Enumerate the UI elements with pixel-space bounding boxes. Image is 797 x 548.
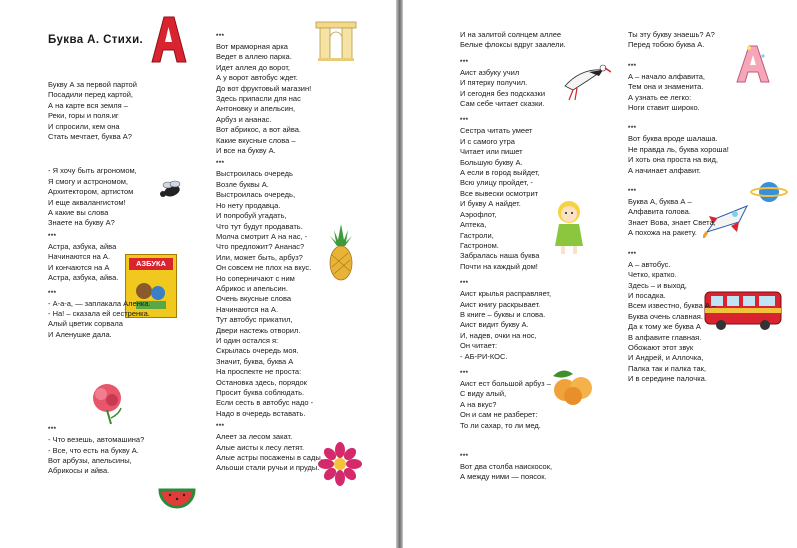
poem-line: Какие вкусные слова – bbox=[216, 135, 296, 145]
red-letter-a-icon bbox=[148, 14, 188, 64]
poem-line: Ты эту букву знаешь? А? bbox=[628, 30, 715, 39]
poem-line: Выстроилась очередь bbox=[216, 169, 293, 179]
poem-line: Аист ест большой арбуз – bbox=[460, 378, 551, 388]
poem-stanza bbox=[628, 134, 729, 176]
stanza-separator: *** bbox=[216, 34, 225, 40]
poem-stanza bbox=[48, 242, 151, 284]
poem-line: Перед тобою буква А. bbox=[628, 40, 705, 50]
poem-stanza bbox=[48, 299, 151, 341]
poem-line: Вот мраморная арка bbox=[216, 42, 288, 51]
poem-line: И Аленушке дала. bbox=[48, 329, 112, 339]
poem-line: Букву А за первой партой bbox=[48, 80, 137, 89]
poem-line: Ноги ставит широко. bbox=[628, 103, 700, 113]
poem-line: Что тут будут продавать. bbox=[216, 221, 303, 231]
poem-line: Аист азбуку учил bbox=[460, 67, 520, 77]
poem-line: И пятерку получил. bbox=[460, 78, 528, 88]
poem-line: В книге – буквы и слова. bbox=[460, 309, 546, 319]
poem-line: Я смогу и астрономом, bbox=[48, 176, 128, 186]
poem-line: Абрикосы и айва. bbox=[48, 466, 110, 476]
poem-line: И один остался я: bbox=[216, 335, 279, 345]
poem-line: Вот арбузы, апельсины, bbox=[48, 455, 132, 465]
poem-line: В алфавите главная. bbox=[628, 332, 702, 342]
stanza-separator: *** bbox=[628, 126, 637, 133]
poem-line: Абрикос и апельсин. bbox=[216, 283, 288, 293]
poem-line: Арбуз и ананас. bbox=[216, 114, 272, 124]
poem-line: - Все, что есть на букву А. bbox=[48, 445, 139, 455]
poem-line: Алеет за лесом закат. bbox=[216, 432, 293, 442]
poem-stanza bbox=[460, 462, 566, 483]
poem-line: Белые флоксы вдруг заалели. bbox=[460, 40, 566, 50]
poem-line: А на вкус? bbox=[460, 399, 497, 409]
poem-stanza bbox=[460, 126, 566, 272]
poem-line: Скрылась очередь моя. bbox=[216, 346, 299, 356]
poem-line: Архитектором, артистом bbox=[48, 187, 134, 197]
poem-line: Антоновку и апельсин, bbox=[216, 104, 296, 114]
stanza-separator: *** bbox=[460, 118, 469, 125]
poem-line: Он и сам не разберет: bbox=[460, 410, 538, 420]
poem-line: Знает Вова, знает Света, bbox=[628, 217, 716, 227]
right-column-2 bbox=[628, 30, 729, 389]
poem-stanza bbox=[628, 260, 729, 385]
book-spine bbox=[396, 0, 403, 548]
poem-line: Альоши стали ручьи и пруды. bbox=[216, 463, 320, 473]
poem-stanza bbox=[216, 42, 323, 156]
stork-icon bbox=[559, 62, 611, 102]
poem-line: Большую букву А. bbox=[460, 157, 523, 167]
poem-line: Аптека, bbox=[460, 220, 487, 230]
poem-line: Двери настежь отворил. bbox=[216, 325, 301, 335]
stanza-separator: *** bbox=[460, 454, 469, 460]
poem-line: И посадка. bbox=[628, 290, 666, 300]
poem-line: - Что везешь, автомашина? bbox=[48, 435, 145, 445]
poem-stanza bbox=[216, 169, 323, 419]
poem-line: Всю улицу пройдет, - bbox=[460, 178, 533, 188]
right-column-1 bbox=[460, 30, 566, 487]
left-column-1 bbox=[48, 80, 151, 481]
poem-line: Алые астры посажены в сады, bbox=[216, 453, 323, 463]
poem-line: Но соперничают с ним bbox=[216, 273, 295, 283]
poem-line: А у ворот автобус ждет. bbox=[216, 73, 298, 83]
poem-line: И на залитой солнцем аллее bbox=[460, 30, 562, 39]
left-page bbox=[0, 0, 396, 548]
poem-line: До вот фруктовый магазин! bbox=[216, 83, 312, 93]
poem-line: Идет аллея до ворот, bbox=[216, 62, 291, 72]
poem-line: И Андрей, и Аллочка, bbox=[628, 353, 704, 363]
poem-line: Не правда ль, буква хороша! bbox=[628, 144, 729, 154]
poem-line: Алый цветик сорвала bbox=[48, 319, 123, 329]
poem-stanza bbox=[48, 80, 151, 142]
poem-line: А на карте вся земля – bbox=[48, 100, 128, 110]
poem-line: А между ними — поясок. bbox=[460, 472, 547, 482]
poem-line: Вот абрикос, а вот айва. bbox=[216, 125, 302, 135]
poem-line: И спросили, кем она bbox=[48, 121, 120, 131]
stanza-separator: *** bbox=[460, 281, 469, 288]
poem-line: Выстроилась очередь, bbox=[216, 190, 296, 200]
book-title: АЗБУКА bbox=[129, 258, 173, 270]
poem-line: Алфавита голова. bbox=[628, 207, 691, 217]
poem-line: И все на букву А. bbox=[216, 146, 276, 156]
poem-line: Возле буквы А. bbox=[216, 179, 269, 189]
poem-line: А если в город выйдет, bbox=[460, 168, 540, 178]
poem-line: - Я хочу быть агрономом, bbox=[48, 166, 137, 176]
poem-line: Молча смотрит А на нас, - bbox=[216, 231, 308, 241]
poem-line: Остановка здесь, порядок bbox=[216, 377, 307, 387]
pineapple-icon bbox=[326, 222, 356, 282]
poem-stanza bbox=[460, 379, 566, 431]
page-title: Буква А. Стихи. bbox=[48, 34, 144, 46]
poem-stanza bbox=[628, 72, 729, 114]
poem-line: И букву А найдет. bbox=[460, 199, 521, 209]
poem-line: Все вывески осмотрит bbox=[460, 188, 539, 198]
poem-line: - На! – сказала ей сестренка. bbox=[48, 308, 150, 318]
poem-line: Аэрофлот, bbox=[460, 209, 497, 219]
stanza-separator: *** bbox=[460, 370, 469, 377]
poem-stanza bbox=[628, 30, 729, 51]
poem-stanza bbox=[48, 435, 151, 477]
poem-line: Гастроном. bbox=[460, 240, 499, 250]
poem-line: А – начало алфавита, bbox=[628, 71, 705, 81]
poem-stanza bbox=[628, 197, 729, 239]
poem-line: Реки, горы и поля.иг bbox=[48, 111, 119, 121]
poem-line: Аист видит букву А. bbox=[460, 320, 529, 330]
poem-line: Читает или пишет bbox=[460, 147, 523, 157]
poem-line: - АБ-РИ-КОС. bbox=[460, 351, 508, 361]
poem-line: А узнать ее легко: bbox=[628, 92, 692, 102]
poem-line: Знаете на букву А? bbox=[48, 218, 115, 228]
poem-line: Начинаются на А. bbox=[48, 252, 111, 262]
dahlia-flower-icon bbox=[318, 442, 362, 490]
poem-line: Значит, буква, буква А bbox=[216, 356, 294, 366]
stanza-separator: *** bbox=[460, 59, 469, 66]
stanza-separator: *** bbox=[216, 161, 225, 168]
poem-line: А похожа на ракету. bbox=[628, 228, 697, 238]
poem-line: И еще аквалангистом! bbox=[48, 197, 126, 207]
poem-line: Вот два столба наискосок, bbox=[460, 462, 553, 471]
poem-line: А – автобус. bbox=[628, 259, 671, 269]
poem-line: Аист крылья расправляет, bbox=[460, 289, 552, 299]
poem-stanza bbox=[460, 68, 566, 110]
poem-line: Почти на каждый дом! bbox=[460, 261, 538, 271]
poem-line: И с самого утра bbox=[460, 136, 515, 146]
poem-line: С виду алый, bbox=[460, 389, 507, 399]
poem-stanza bbox=[216, 432, 323, 474]
stanza-separator: *** bbox=[628, 251, 637, 258]
poem-line: То ли сахар, то ли мед. bbox=[460, 420, 541, 430]
poem-line: И, надев, очки на нос, bbox=[460, 330, 537, 340]
poem-stanza bbox=[460, 289, 566, 362]
poem-line: Палка так и палка так, bbox=[628, 363, 706, 373]
poem-line: И сегодня без подсказки bbox=[460, 88, 546, 98]
poem-line: И попробуй угадать, bbox=[216, 211, 287, 221]
poem-line: Тут автобус прикатил, bbox=[216, 315, 293, 325]
poem-line: Гастроли, bbox=[460, 230, 494, 240]
poem-line: Ведет в аллею парка. bbox=[216, 52, 292, 62]
pink-letter-a-icon bbox=[735, 44, 771, 84]
poem-line: Четко, кратко. bbox=[628, 270, 677, 280]
poem-line: Но нету продавца. bbox=[216, 200, 281, 210]
watermelon-icon bbox=[158, 482, 196, 512]
poem-line: Аист книгу раскрывает. bbox=[460, 299, 541, 309]
poem-line: Если сесть в автобус надо - bbox=[216, 398, 314, 408]
poem-line: И кончаются на А bbox=[48, 262, 110, 272]
poem-stanza bbox=[460, 30, 566, 51]
poem-line: Что предложит? Ананас? bbox=[216, 242, 305, 252]
poem-line: И в середине палочка. bbox=[628, 374, 707, 384]
poem-line: Или, может быть, арбуз? bbox=[216, 252, 303, 262]
poem-line: Астра, азбука, айва. bbox=[48, 273, 119, 283]
bee-icon bbox=[158, 180, 184, 200]
poem-line: Просит буква соблюдать. bbox=[216, 388, 305, 397]
stanza-separator: *** bbox=[216, 424, 225, 431]
poem-line: И хоть она проста на вид, bbox=[628, 155, 718, 165]
poem-line: Буква очень славная. bbox=[628, 311, 703, 321]
poem-line: - А-а-а, — заплакала Аленка. bbox=[48, 298, 151, 308]
poem-line: А начинает алфавит. bbox=[628, 165, 701, 175]
stanza-separator: *** bbox=[48, 427, 57, 434]
poem-line: Астра, азбука, айва bbox=[48, 241, 117, 251]
stanza-separator: *** bbox=[48, 290, 57, 297]
poem-line: А какие вы слова bbox=[48, 208, 109, 218]
poem-line: Вот буква вроде шалаша. bbox=[628, 134, 718, 144]
poem-line: Надо в очередь вставать. bbox=[216, 408, 306, 418]
poem-line: Алые аисты к лесу летят. bbox=[216, 442, 305, 452]
poem-line: Стать мечтает, буква А? bbox=[48, 132, 132, 142]
poem-line: Здесь – и выход, bbox=[628, 280, 687, 290]
poem-line: Сам себе читает сказки. bbox=[460, 99, 545, 109]
stanza-separator: *** bbox=[628, 189, 637, 196]
poem-line: Очень вкусные слова bbox=[216, 294, 292, 304]
right-page bbox=[403, 0, 797, 548]
poem-line: Посадили перед картой, bbox=[48, 90, 133, 100]
poem-line: Здесь припасли для нас bbox=[216, 94, 301, 104]
stanza-separator: *** bbox=[48, 233, 57, 240]
poem-line: Забралась наша буква bbox=[460, 251, 540, 261]
poem-line: Да к тому же буква А bbox=[628, 322, 701, 332]
stanza-separator: *** bbox=[628, 63, 637, 70]
poem-line: На проспекте не проста: bbox=[216, 367, 302, 377]
poem-line: Начинаются на А. bbox=[216, 304, 279, 314]
poem-stanza bbox=[48, 166, 151, 228]
poem-line: Обожают этот звук bbox=[628, 342, 694, 352]
poem-line: Буква А, буква А – bbox=[628, 197, 692, 207]
poem-line: Сестра читать умеет bbox=[460, 126, 533, 136]
poem-line: Он совсем не плох на вкус. bbox=[216, 263, 312, 273]
poem-line: Всем известно, буква А – bbox=[628, 301, 717, 311]
poem-line: Тем она и знаменита. bbox=[628, 82, 704, 92]
poem-line: Он читает: bbox=[460, 341, 498, 351]
left-column-2 bbox=[216, 30, 323, 478]
